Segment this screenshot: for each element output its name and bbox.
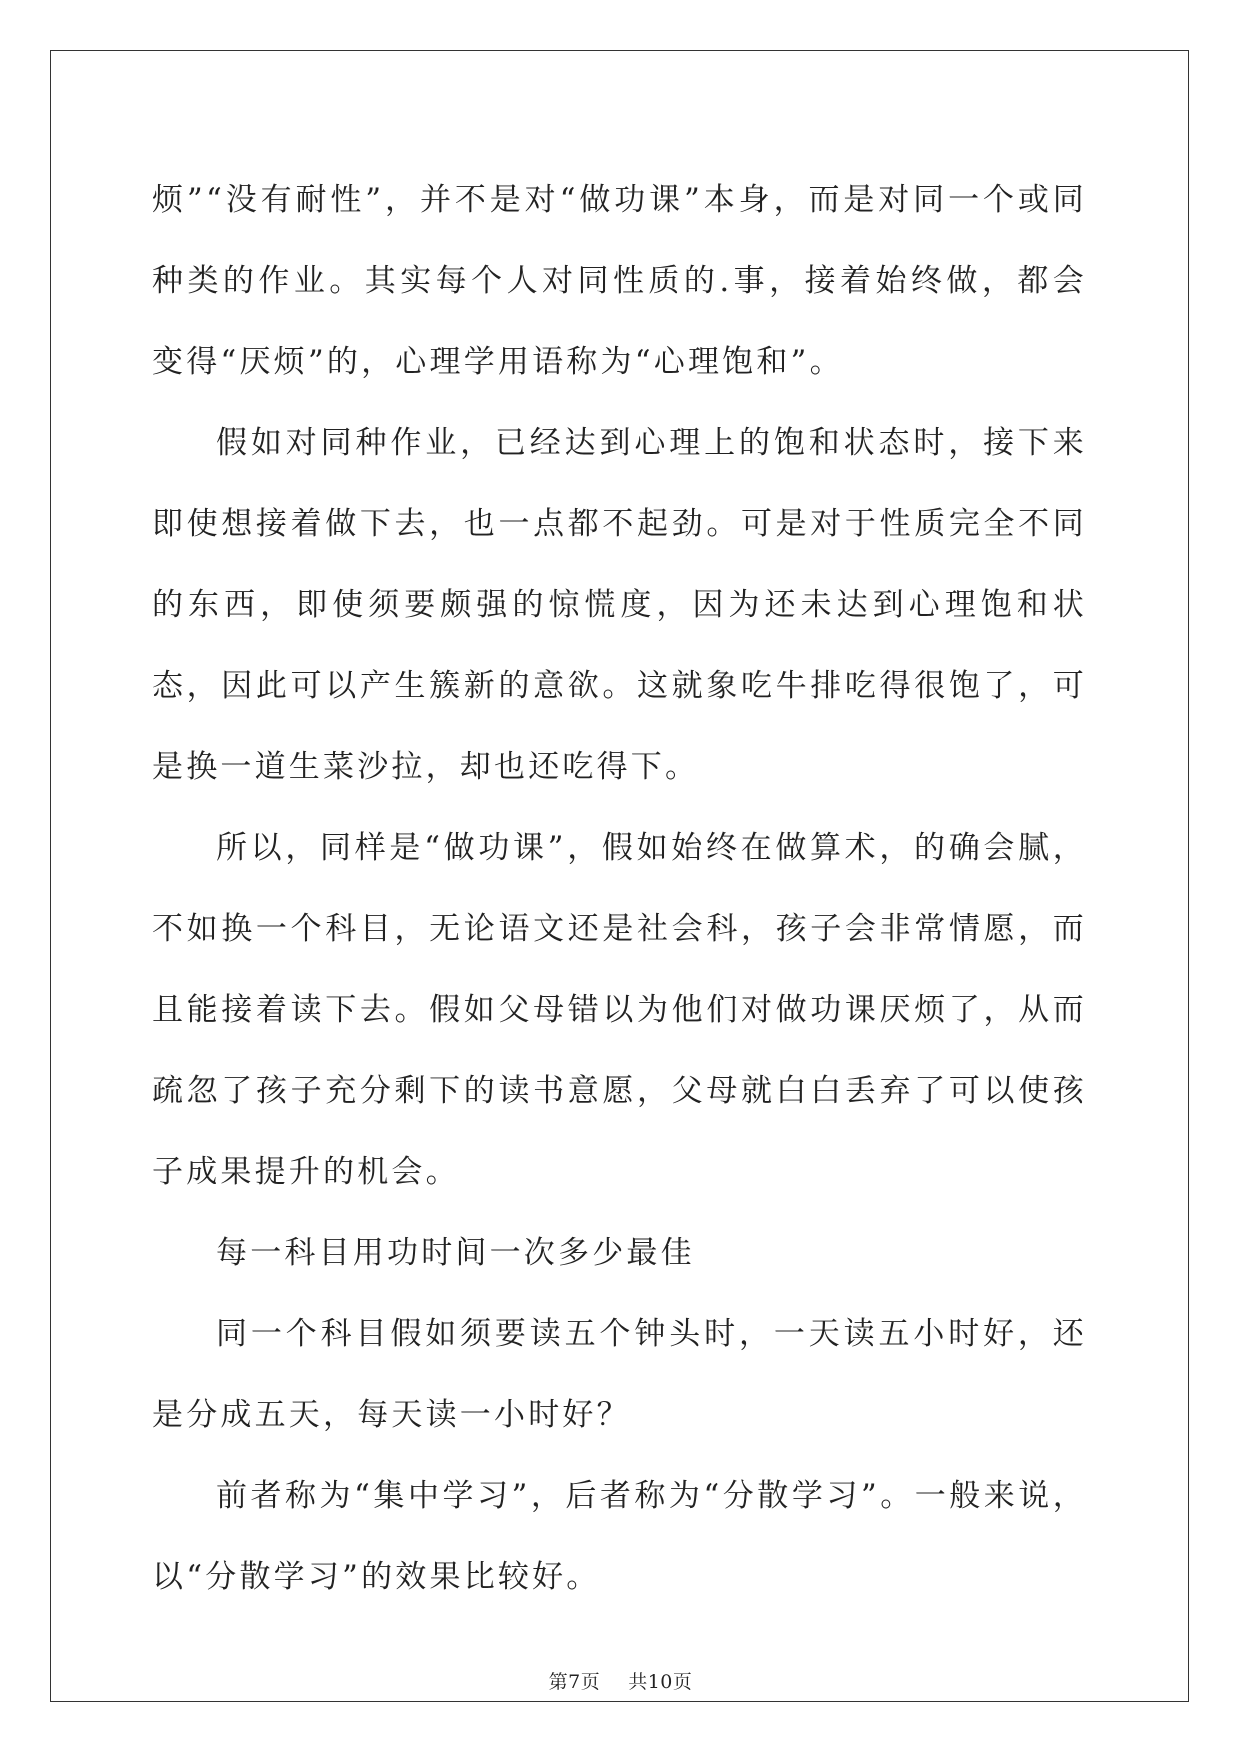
page-number: 第7页 bbox=[548, 1671, 601, 1693]
section-heading: 每一科目用功时间一次多少最佳 bbox=[216, 1235, 695, 1271]
page-total: 共10页 bbox=[628, 1671, 693, 1693]
document-body bbox=[152, 160, 1087, 1618]
paragraph-1: 烦”“没有耐性”，并不是对“做功课”本身，而是对同一个或同种类的作业。其实每个人对同性质的.事，接着始终做，都会变得“厌烦”的，心理学用语称为“心理饱和”。 bbox=[152, 182, 1087, 380]
paragraph-3: 所以，同样是“做功课”，假如始终在做算术，的确会腻，不如换一个科目，无论语文还是社会科，孩子会非常情愿，而且能接着读下去。假如父母错以为他们对做功课厌烦了，从而疏忽了孩子充分剩下的读书意愿，父母就白白丢弃了可以使孩子成果提升的机会。 bbox=[152, 830, 1087, 1190]
paragraph-5: 前者称为“集中学习”，后者称为“分散学习”。一般来说，以“分散学习”的效果比较好。 bbox=[152, 1478, 1087, 1595]
paragraph-2: 假如对同种作业，已经达到心理上的饱和状态时，接下来即使想接着做下去，也一点都不起劲。可是对于性质完全不同的东西，即使须要颇强的惊慌度，因为还未达到心理饱和状态，因此可以产生簇新的意欲。这就象吃牛排吃得很饱了，可是换一道生菜沙拉，却也还吃得下。 bbox=[152, 425, 1087, 785]
page-footer bbox=[0, 1667, 1241, 1694]
paragraph-4: 同一个科目假如须要读五个钟头时，一天读五小时好，还是分成五天，每天读一小时好？ bbox=[152, 1316, 1087, 1433]
